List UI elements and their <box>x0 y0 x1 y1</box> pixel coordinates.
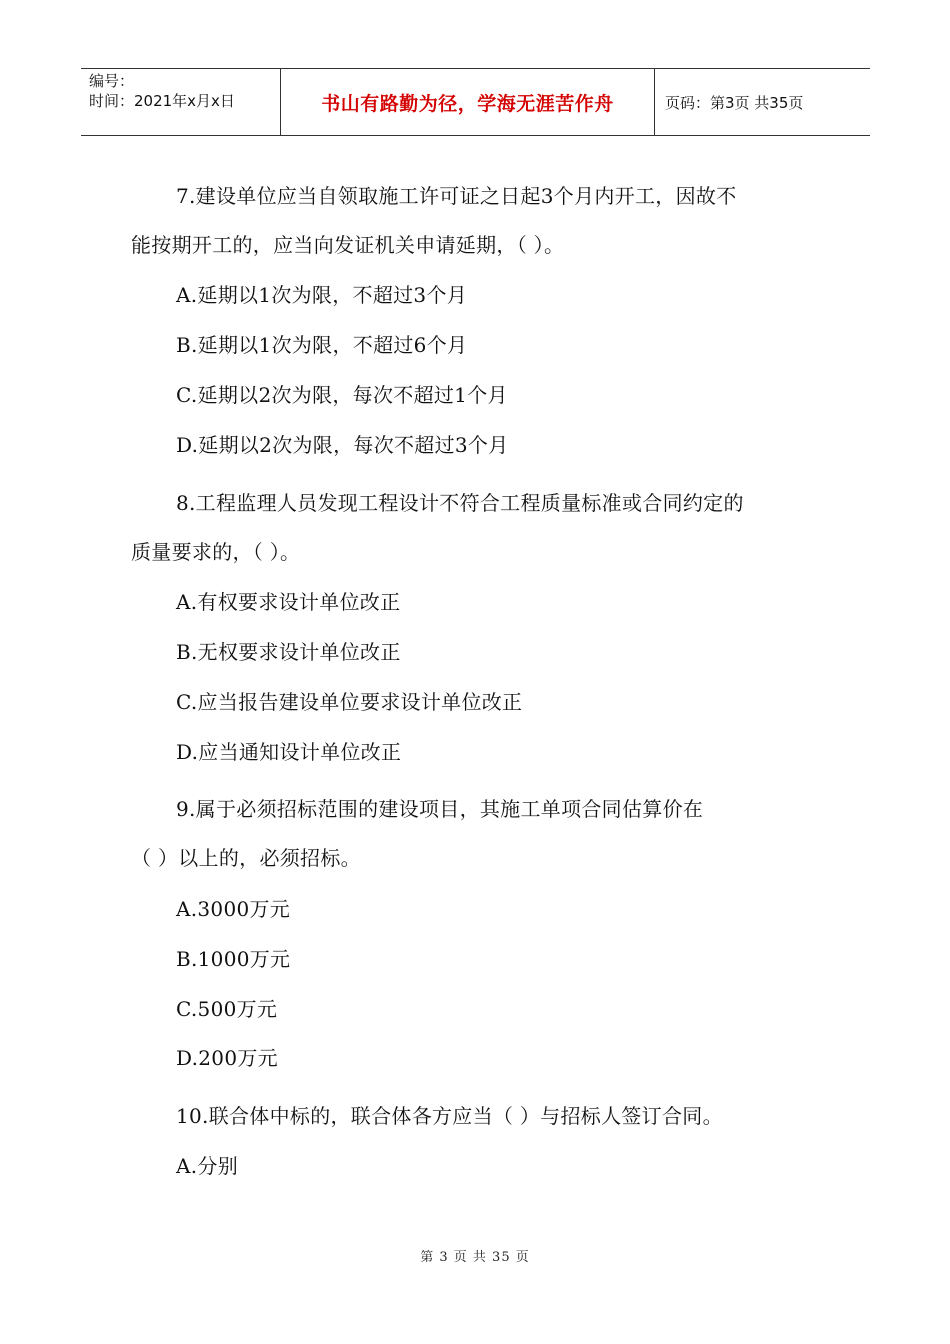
page-header <box>81 68 870 136</box>
question-10-stem-line1: 10.联合体中标的，联合体各方应当（ ）与招标人签订合同。 <box>176 1104 723 1128</box>
question-9-stem-line2: （ ）以上的，必须招标。 <box>131 846 361 870</box>
time-label: 时间：2021年x月x日 <box>89 92 235 110</box>
question-7-stem-line1: 7.建设单位应当自领取施工许可证之日起3个月内开工，因故不 <box>176 184 737 208</box>
question-7-option-a: A.延期以1次为限，不超过3个月 <box>176 283 468 307</box>
question-7-option-b: B.延期以1次为限，不超过6个月 <box>176 333 468 357</box>
question-7-stem-line2: 能按期开工的，应当向发证机关申请延期，（ ）。 <box>131 233 565 257</box>
header-page-label: 页码：第3页 共35页 <box>665 93 804 112</box>
question-9-option-b: B.1000万元 <box>176 947 291 971</box>
question-7-option-d: D.延期以2次为限，每次不超过3个月 <box>176 433 509 457</box>
question-8-option-d: D.应当通知设计单位改正 <box>176 740 402 764</box>
question-8-option-a: A.有权要求设计单位改正 <box>176 590 401 614</box>
question-9-option-d: D.200万元 <box>176 1046 278 1070</box>
question-9-option-c: C.500万元 <box>176 997 278 1021</box>
question-8-stem-line1: 8.工程监理人员发现工程设计不符合工程质量标准或合同约定的 <box>176 491 744 515</box>
question-8-option-b: B.无权要求设计单位改正 <box>176 640 401 664</box>
question-8-option-c: C.应当报告建设单位要求设计单位改正 <box>176 690 523 714</box>
question-9-stem-line1: 9.属于必须招标范围的建设项目，其施工单项合同估算价在 <box>176 797 704 821</box>
question-7-option-c: C.延期以2次为限，每次不超过1个月 <box>176 383 508 407</box>
header-meta <box>81 69 281 135</box>
page-footer: 第 3 页 共 35 页 <box>420 1250 530 1265</box>
header-motto: 书山有路勤为径，学海无涯苦作舟 <box>281 69 655 135</box>
question-9-option-a: A.3000万元 <box>176 897 291 921</box>
question-8-stem-line2: 质量要求的，（ ）。 <box>131 540 301 564</box>
number-label: 编号： <box>89 72 135 90</box>
question-10-option-a: A.分别 <box>176 1154 239 1178</box>
